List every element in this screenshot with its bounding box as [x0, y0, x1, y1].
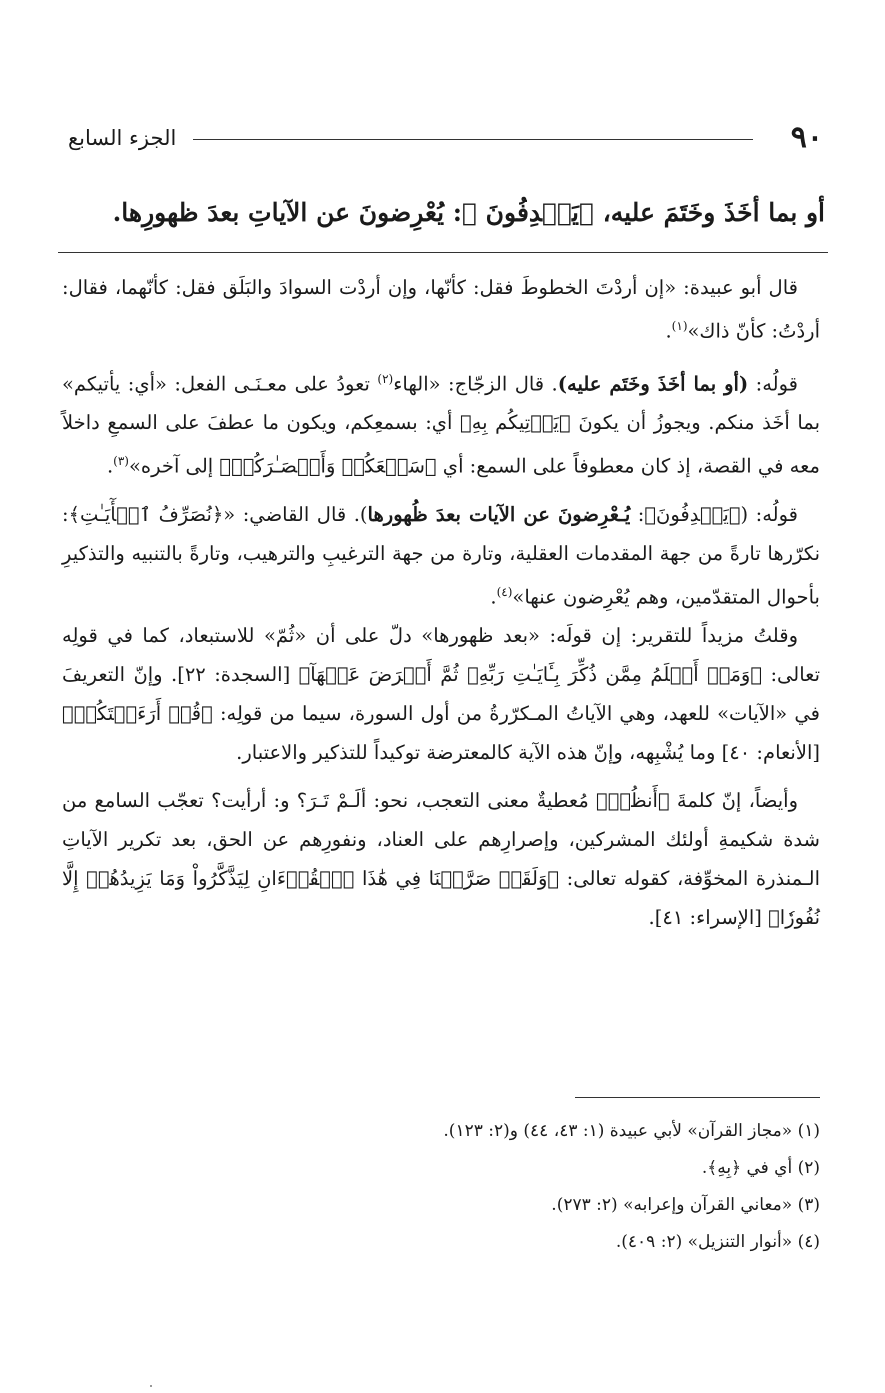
- footnotes: [62, 1113, 820, 1261]
- footnote-ref: (١): [671, 319, 688, 333]
- text-run: قال أبو عبيدة: «إن أردْتَ الخطوطَ فقل: كأنّها، وإن أردْت السوادَ والبَلَق فقل: كأنّهما، فقال: أردْتُ: كأنّ ذاك»: [62, 276, 820, 343]
- heading-rule: [58, 252, 828, 253]
- text-run: .: [665, 319, 672, 343]
- scan-speck: [150, 1385, 152, 1387]
- footnote: (٣) «معاني القرآن وإعرابه» (٢: ٢٧٣).: [551, 1195, 820, 1215]
- paragraph: [62, 781, 820, 937]
- footnote-ref: (٣): [113, 454, 129, 468]
- footnote: (٤) «أنوار التنزيل» (٢: ٤٠٩).: [615, 1232, 820, 1252]
- bold-quote: يُـعْرِضونَ عن الآيات بعدَ ظُهورها: [367, 502, 631, 526]
- commentary-body: [62, 268, 820, 946]
- text-run: تعودُ على معـنَـى الفعل: «أي: يأتيكم» بما أخَذ منكم. ويجوزُ أن يكونَ ﴿يَأۡتِيكُم بِهِ﴾ أي: بسمعِكم، ويكون ما عطفَ على السمعِ داخلاً معه في القصة، إذ كان معطوفاً على السمع: أي ﴿سَمۡعَكُمۡ وَأَبۡصَـٰرَكُمۡ﴾ إلى آخره»: [62, 372, 820, 478]
- text-run: قولُه: (﴿يَصۡدِفُونَ﴾:: [630, 502, 798, 526]
- text-run: وأيضاً، إنّ كلمةَ ﴿أَنظُرۡ﴾ مُعطيةٌ معنى التعجب، نحو: ألَـمْ تَـرَ؟ و: أرأيت؟ تعجّب السامع من شدة شكيمةِ أولئك المشركين، وإصرارِهم على العناد، ونفورِهم عن الحق، بعد تكرير الآياتِ الـمنذرة المخوِّفة، كقوله تعالى: ﴿وَلَقَدۡ صَرَّفۡنَا فِي هَٰذَا ٱلۡقُرۡءَانِ لِيَذَّكَّرُواْ وَمَا يَزِيدُهُمۡ إِلَّا نُفُورٗا﴾ [الإسراء: ٤١].: [62, 789, 820, 929]
- text-run: . قال الزجّاج: «الهاء: [393, 372, 558, 395]
- footnote-ref: (٢): [377, 371, 394, 386]
- footnote-ref: (٤): [496, 584, 513, 599]
- page-number: ٩٠: [790, 120, 823, 155]
- header-rule: [193, 139, 753, 140]
- text-run: .: [490, 585, 497, 608]
- verse-heading: أو بما أخَذَ وخَتَمَ عليه، ﴿يَصۡدِفُونَ ﴾: يُعْرِضونَ عن الآياتِ بعدَ ظهورِها.: [112, 198, 825, 227]
- paragraph: [62, 360, 820, 486]
- text-run: .: [106, 454, 114, 478]
- text-run: قولُه:: [748, 372, 798, 395]
- paragraph: [62, 616, 820, 772]
- paragraph: [62, 268, 820, 351]
- bold-quote: (أو بما أخَذَ وخَتَم عليه): [557, 372, 749, 395]
- footnote: (٢) أي في ﴿بِهِ﴾.: [701, 1158, 820, 1178]
- footnote: (١) «مجاز القرآن» لأبي عبيدة (١: ٤٣، ٤٤) و(٢: ١٢٣).: [443, 1121, 820, 1141]
- part-title: الجزء السابع: [68, 126, 177, 150]
- running-head: [68, 118, 823, 158]
- paragraph: [62, 495, 820, 617]
- text-run: وقلتُ مزيداً للتقرير: إن قولَه: «بعد ظهورها» دلّ على أن «ثُمّ» للاستبعاد، كما في قولِه تعالى: ﴿وَمَنۡ أَظۡلَمُ مِمَّن ذُكِّرَ بِـَٔايَـٰتِ رَبِّهِۦ ثُمَّ أَعۡرَضَ عَنۡهَآ﴾ [السجدة: ٢٢]. وإنّ التعريفَ في «الآيات» للعهد، وهي الآياتُ المـكرّرةُ من أول السورة، سيما من قولِه: ﴿قُلۡ أَرَءَيۡتَكُمۡ﴾ [الأنعام: ٤٠] وما يُشْبِهه، وإنّ هذه الآية كالمعترضة توكيداً للتذكير والاعتبار.: [62, 624, 820, 764]
- footnote-separator: [575, 1097, 820, 1098]
- text-run: ). قال القاضي: «﴿نُصَرِّفُ ٱلۡأٓيَـٰتِ﴾: نكرّرها تارةً من جهة المقدمات العقلية، وتارة من جهة الترغيبِ والترهيب، وتارةً بالتنبيه والتذكيرِ بأحوال المتقدّمين، وهم يُعْرِضون عنها»: [62, 502, 820, 608]
